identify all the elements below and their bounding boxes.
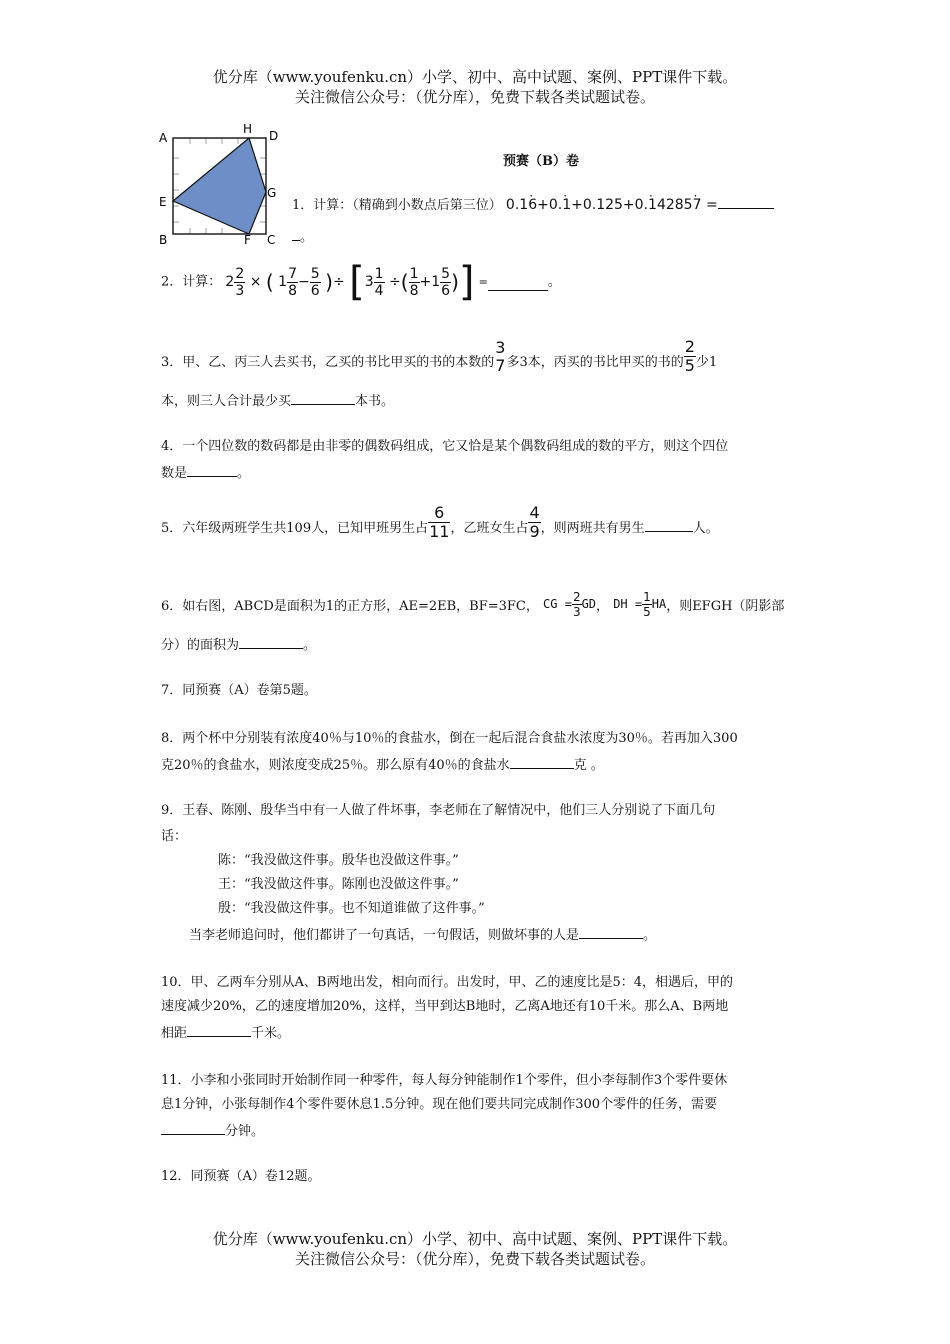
question-8-line-2: 克20％的食盐水，则浓度变成25％。那么原有40％的食盐水 克 。 [161, 758, 604, 773]
q10-answer-blank[interactable] [187, 1024, 251, 1037]
question-3: 3．甲、乙、丙三人去买书，乙买的书比甲买的书的本数的 3 7 多3本，丙买的书比甲买的书的 $\frac{2}{5}$ 少1 [161, 337, 718, 375]
statement-yin: 殷：“我没做这件事。也不知道谁做了这件事。” [218, 901, 485, 916]
label-H: H [243, 124, 253, 136]
q1-answer-blank-cont [292, 228, 300, 241]
question-8: 8．两个杯中分别装有浓度40％与10％的食盐水，倒在一起后混合食盐水浓度为30％。若再加入300 [161, 731, 738, 746]
section-title: 预赛（B）卷 [503, 154, 579, 169]
square-figure [156, 124, 286, 248]
question-3-line-2: 本，则三人合计最少买 本书。 [161, 394, 395, 409]
question-7: 7．同预赛（A）卷第5题。 [161, 683, 317, 698]
footer-line-1: 优分库（www.youfenku.cn）小学、初中、高中试题、案例、PPT课件下载。 [212, 1230, 738, 1248]
q11-answer-blank[interactable] [161, 1122, 225, 1135]
question-2: 2．计算： 2 $\frac{2}{3}$ × ( 1 $\frac{7}{8}$ − $\frac{5}{6}$ )÷ [3 $\frac{1}{4}$ ÷( $\frac{1}{8}$ +1 $\frac{5}{6}$ )] = 。 [161, 259, 561, 305]
question-4: 4．一个四位数的数码都是由非零的偶数码组成，它又恰是某个偶数码组成的数的平方，则这个四位 [161, 439, 729, 454]
q5-answer-blank[interactable] [645, 519, 693, 532]
question-9-line-6: 当李老师追问时，他们都讲了一句真话，一句假话，则做坏事的人是 。 [189, 928, 657, 943]
question-1-end: 。 [292, 228, 313, 247]
question-9-line-2: 话： [161, 829, 188, 844]
question-11-line-2: 息1分钟，小张每制作4个零件要休息1.5分钟。现在他们要共同完成制作300个零件的任务，需要 [161, 1097, 718, 1112]
label-F: F [244, 233, 251, 247]
q2-answer-blank[interactable] [488, 278, 548, 291]
q9-answer-blank[interactable] [579, 926, 643, 939]
q6-cg-formula: CG = $\frac{2}{3}$ GD [543, 590, 597, 619]
question-10-line-3: 相距 千米。 [161, 1026, 291, 1041]
question-4-line-2: 数是 。 [161, 466, 251, 481]
header-line-1: 优分库（www.youfenku.cn）小学、初中、高中试题、案例、PPT课件下载。 [212, 68, 738, 86]
question-5: 5．六年级两班学生共109人，已知甲班男生占 $\frac{6}{11}$ ，乙班女生占 $\frac{4}{9}$ ，则两班共有男生 人。 [161, 503, 719, 541]
q3-answer-blank[interactable] [291, 392, 355, 405]
question-10-line-2: 速度减少20%，乙的速度增加20%，这样，当甲到达B地时，乙离A地还有10千米。那么A、B两地 [161, 999, 729, 1014]
question-12: 12．同预赛（A）卷12题。 [161, 1169, 321, 1184]
q8-answer-blank[interactable] [510, 756, 574, 769]
label-G: G [267, 186, 277, 200]
question-10: 10．甲、乙两车分别从A、B两地出发，相向而行。出发时，甲、乙的速度比是5：4，相遇后，甲的 [161, 975, 734, 990]
label-B: B [159, 233, 168, 247]
footer-line-2: 关注微信公众号：（优分库），免费下载各类试题试卷。 [294, 1250, 655, 1268]
statement-wang: 王：“我没做这件事。陈刚也没做这件事。” [218, 877, 459, 892]
q4-answer-blank[interactable] [187, 464, 237, 477]
q6-dh-formula: DH = $\frac{1}{5}$ HA [613, 590, 667, 619]
question-6: 6．如右图，ABCD是面积为1的正方形，AE=2EB，BF=3FC， CG = $\frac{2}{3}$ GD， DH = $\frac{1}{5}$ HA，则EFGH（阴影部 [161, 590, 785, 619]
header-line-2: 关注微信公众号：（优分库），免费下载各类试题试卷。 [294, 88, 655, 106]
question-1: 1．计算：（精确到小数点后第三位） 0.1· 6+0.· 1+0.125+0.· 14285· 7 = [292, 196, 774, 215]
question-9: 9．王春、陈刚、殷华当中有一人做了件坏事，李老师在了解情况中，他们三人分别说了下面几句 [161, 803, 716, 818]
question-11-line-3: 分钟。 [161, 1122, 264, 1141]
label-C: C [267, 233, 276, 247]
label-E: E [159, 195, 167, 209]
label-A: A [159, 131, 168, 145]
question-11: 11．小李和小张同时开始制作同一种零件，每人每分钟能制作1个零件，但小李每制作3个零件要休 [161, 1073, 728, 1088]
label-D: D [269, 129, 279, 143]
q2-expression: 2 $\frac{2}{3}$ × ( 1 $\frac{7}{8}$ − $\frac{5}{6}$ )÷ [3 $\frac{1}{4}$ ÷( $\frac{1}{8}$ +1 $\frac{5}{6}$ )] [225, 259, 475, 305]
q1-expression: 0.1· 6+0.· 1+0.125+0.· 14285· 7 = [506, 197, 718, 213]
statement-chen: 陈：“我没做这件事。殷华也没做这件事。” [218, 853, 459, 868]
q6-answer-blank[interactable] [239, 636, 303, 649]
q1-answer-blank[interactable] [718, 196, 774, 209]
question-6-line-2: 分）的面积为 。 [161, 638, 317, 653]
shaded-quadrilateral-efgh [173, 138, 266, 234]
